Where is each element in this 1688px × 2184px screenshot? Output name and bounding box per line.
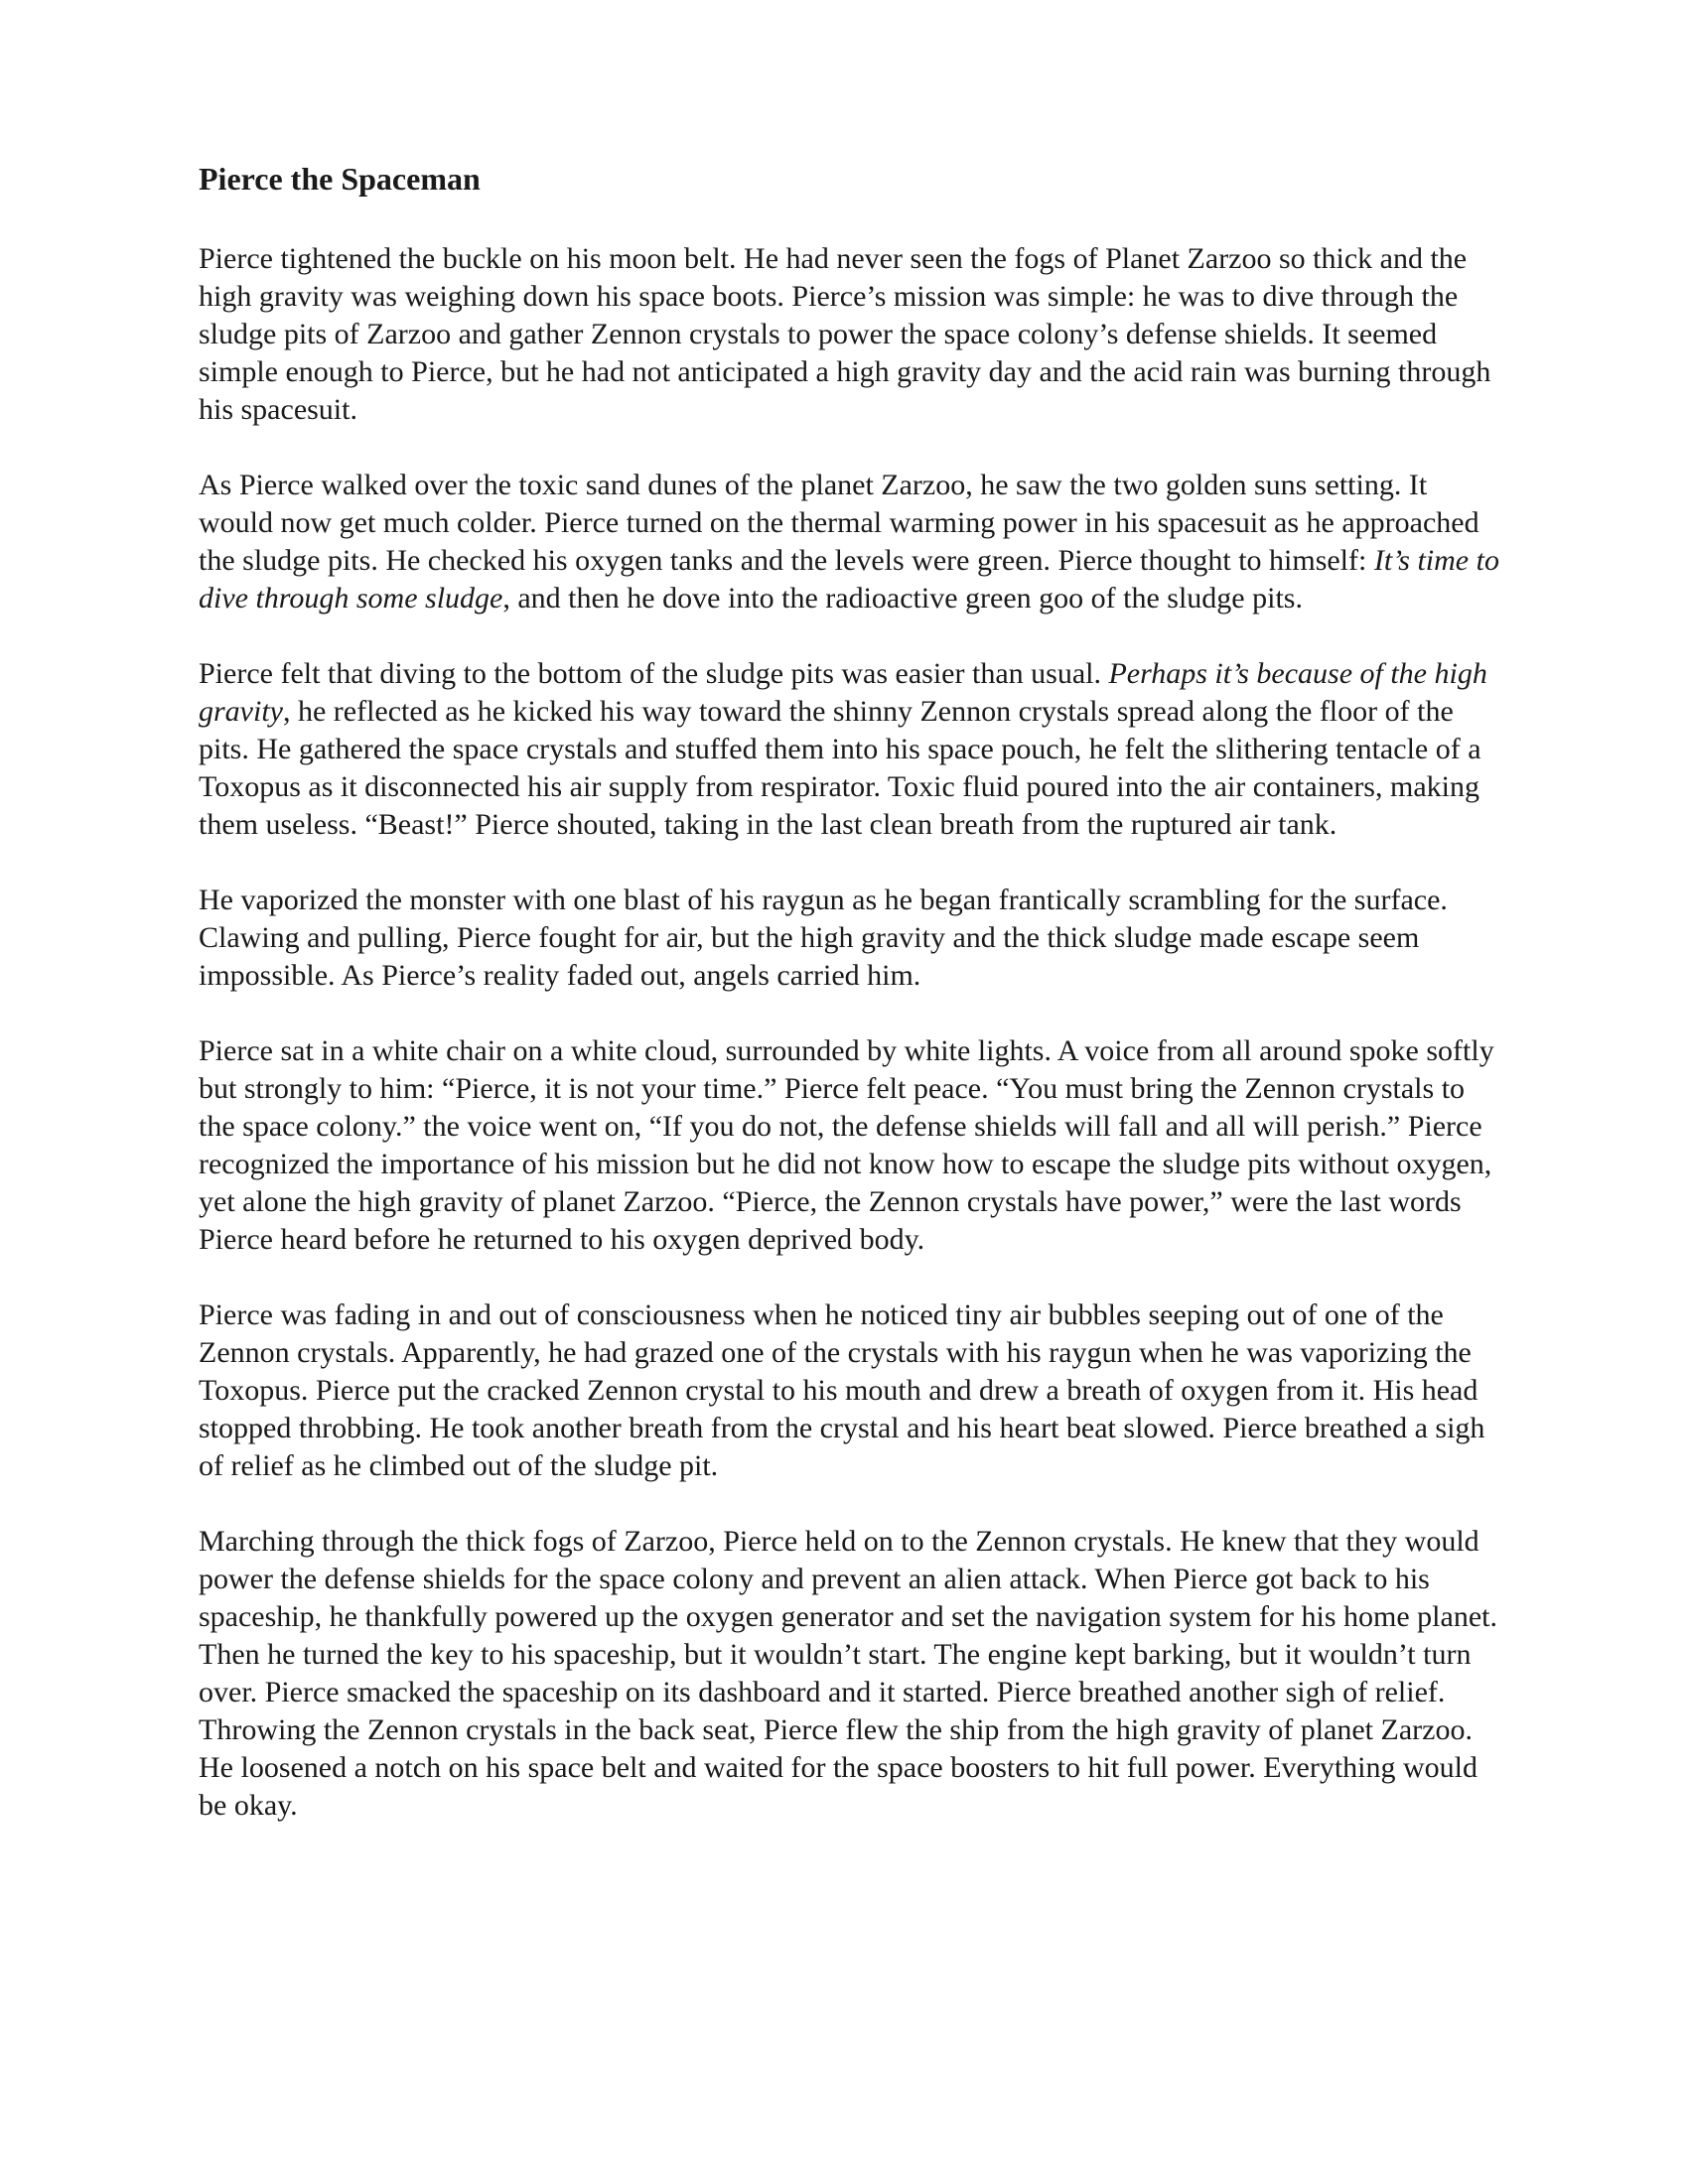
- paragraph-text: As Pierce walked over the toxic sand dunes of the planet Zarzoo, he saw the two golden suns setting. It would now get much colder. Pierce turned on the thermal warming power in his spacesuit as he approached the sludge pits. He checked his oxygen tanks and the levels were green. Pierce thought to himself:: [199, 469, 1479, 577]
- paragraph-5: [199, 1032, 1499, 1259]
- paragraph-text: Pierce sat in a white chair on a white cloud, surrounded by white lights. A voice from all around spoke softly but strongly to him: “Pierce, it is not your time.” Pierce felt peace. “You must bring the Zennon crystals to the space colony.” the voice went on, “If you do not, the defense shields will fall and all will perish.” Pierce recognized the importance of his mission but he did not know how to escape the sludge pits without oxygen, yet alone the high gravity of planet Zarzoo. “Pierce, the Zennon crystals have power,” were the last words Pierce heard before he returned to his oxygen deprived body.: [199, 1034, 1494, 1256]
- paragraph-3: [199, 655, 1499, 844]
- document-title: Pierce the Spaceman: [199, 161, 481, 197]
- paragraph-text: , he reflected as he kicked his way toward the shinny Zennon crystals spread along the floor of the pits. He gathered the space crystals and stuffed them into his space pouch, he felt the slithering tentacle of a Toxopus as it disconnected his air supply from respirator. Toxic fluid poured into the air containers, making them useless. “Beast!” Pierce shouted, taking in the last clean breath from the ruptured air tank.: [199, 695, 1481, 841]
- paragraph-text: He vaporized the monster with one blast of his raygun as he began frantically scrambling for the surface. Clawing and pulling, Pierce fought for air, but the high gravity and the thick sludge made escape seem impossible. As Pierce’s reality faded out, angels carried him.: [199, 884, 1448, 992]
- paragraph-4: [199, 882, 1499, 995]
- paragraph-italic-text: Perhaps it’s because of the high gravity: [199, 657, 1487, 728]
- paragraph-2: [199, 467, 1499, 617]
- paragraph-italic-text: It’s time to dive through some sludge: [199, 544, 1499, 614]
- paragraph-1: [199, 240, 1499, 429]
- paragraph-6: [199, 1297, 1499, 1485]
- paragraph-text: Pierce was fading in and out of consciousness when he noticed tiny air bubbles seeping out of one of the Zennon crystals. Apparently, he had grazed one of the crystals with his raygun when he was vaporizing the Toxopus. Pierce put the cracked Zennon crystal to his mouth and drew a breath of oxygen from it. His head stopped throbbing. He took another breath from the crystal and his heart beat slowed. Pierce breathed a sigh of relief as he climbed out of the sludge pit.: [199, 1298, 1485, 1482]
- document-page: [199, 159, 1499, 1862]
- paragraph-text: Pierce tightened the buckle on his moon belt. He had never seen the fogs of Planet Zarzoo so thick and the high gravity was weighing down his space boots. Pierce’s mission was simple: he was to dive through the sludge pits of Zarzoo and gather Zennon crystals to power the space colony’s defense shields. It seemed simple enough to Pierce, but he had not anticipated a high gravity day and the acid rain was burning through his spacesuit.: [199, 242, 1491, 426]
- paragraph-text: Pierce felt that diving to the bottom of the sludge pits was easier than usual.: [199, 657, 1109, 690]
- paragraph-text: , and then he dove into the radioactive green goo of the sludge pits.: [502, 582, 1303, 614]
- paragraph-text: Marching through the thick fogs of Zarzoo, Pierce held on to the Zennon crystals. He knew that they would power the defense shields for the space colony and prevent an alien attack. When Pierce got back to his spaceship, he thankfully powered up the oxygen generator and set the navigation system for his home planet. Then he turned the key to his spaceship, but it wouldn’t start. The engine kept barking, but it wouldn’t turn over. Pierce smacked the spaceship on its dashboard and it started. Pierce breathed another sigh of relief. Throwing the Zennon crystals in the back seat, Pierce flew the ship from the high gravity of planet Zarzoo. He loosened a notch on his space belt and waited for the space boosters to hit full power. Everything would be okay.: [199, 1525, 1497, 1822]
- paragraph-7: [199, 1523, 1499, 1825]
